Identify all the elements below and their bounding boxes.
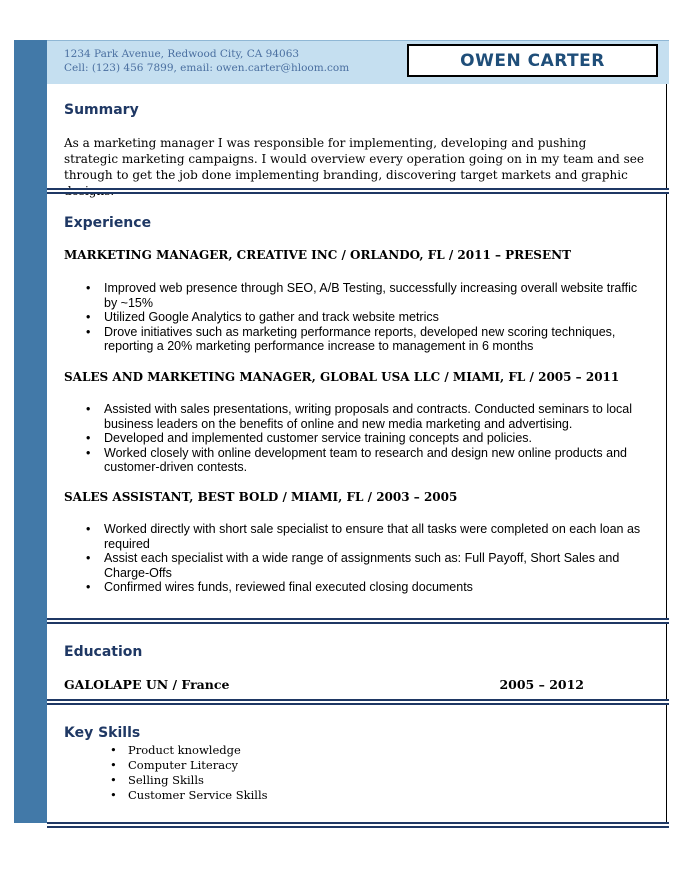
address: 1234 Park Avenue, Redwood City, CA 94063	[64, 48, 300, 60]
list-item: • Drove initiatives such as marketing performance reports, developed new scoring techniques, reporting a 20% marketing performance increase to management in 6 months	[86, 325, 646, 354]
section-divider	[47, 618, 669, 624]
list-item: • Worked closely with online development team to research and design new online products and customer-driven contests.	[86, 446, 646, 475]
job-bullets	[86, 402, 646, 475]
education-row	[64, 677, 584, 692]
section-divider	[47, 188, 669, 194]
list-item: • Improved web presence through SEO, A/B Testing, successfully increasing overall website traffic by ~15%	[86, 281, 646, 310]
skills-heading: Key Skills	[64, 725, 141, 741]
list-item: • Developed and implemented customer service training concepts and policies.	[86, 431, 646, 446]
summary-heading: Summary	[64, 102, 139, 118]
list-item: • Assisted with sales presentations, writing proposals and contracts. Conducted seminars to local business leaders on the benefits of online and new media marketing and advertising.	[86, 402, 646, 431]
education-dates: 2005 – 2012	[499, 677, 584, 692]
skills-list	[110, 743, 268, 803]
contact-block	[64, 47, 349, 75]
experience-heading: Experience	[64, 215, 152, 231]
job-bullets	[86, 522, 646, 595]
school-name: GALOLAPE UN / France	[64, 677, 230, 692]
contact-line: Cell: (123) 456 7899, email: owen.carter@hloom.com	[64, 62, 350, 74]
list-item: • Assist each specialist with a wide range of assignments such as: Full Payoff, Short Sales and Charge-Offs	[86, 551, 646, 580]
summary-text: As a marketing manager I was responsible for implementing, developing and pushing strategic marketing campaigns. I would overview every operation going on in my team and see through to get the job done implementing branding, discovering target markets and graphic	[64, 136, 645, 182]
list-item: • Selling Skills	[110, 773, 268, 788]
list-item: • Product knowledge	[110, 743, 268, 758]
list-item: • Worked directly with short sale specialist to ensure that all tasks were completed on each loan as required	[86, 522, 646, 551]
section-divider	[47, 699, 669, 705]
education-heading: Education	[64, 644, 143, 660]
job-title: SALES AND MARKETING MANAGER, GLOBAL USA LLC / MIAMI, FL / 2005 – 2011	[64, 370, 620, 384]
left-accent-bar	[14, 40, 47, 823]
list-item: • Customer Service Skills	[110, 788, 268, 803]
list-item: • Utilized Google Analytics to gather and track website metrics	[86, 310, 646, 325]
section-divider	[47, 822, 669, 828]
job-title: SALES ASSISTANT, BEST BOLD / MIAMI, FL / 2003 – 2005	[64, 490, 458, 504]
name-box: OWEN CARTER	[407, 44, 658, 77]
list-item: • Confirmed wires funds, reviewed final executed closing documents	[86, 580, 646, 595]
job-bullets	[86, 281, 646, 354]
list-item: • Computer Literacy	[110, 758, 268, 773]
job-title: MARKETING MANAGER, CREATIVE INC / ORLANDO, FL / 2011 – PRESENT	[64, 248, 572, 262]
